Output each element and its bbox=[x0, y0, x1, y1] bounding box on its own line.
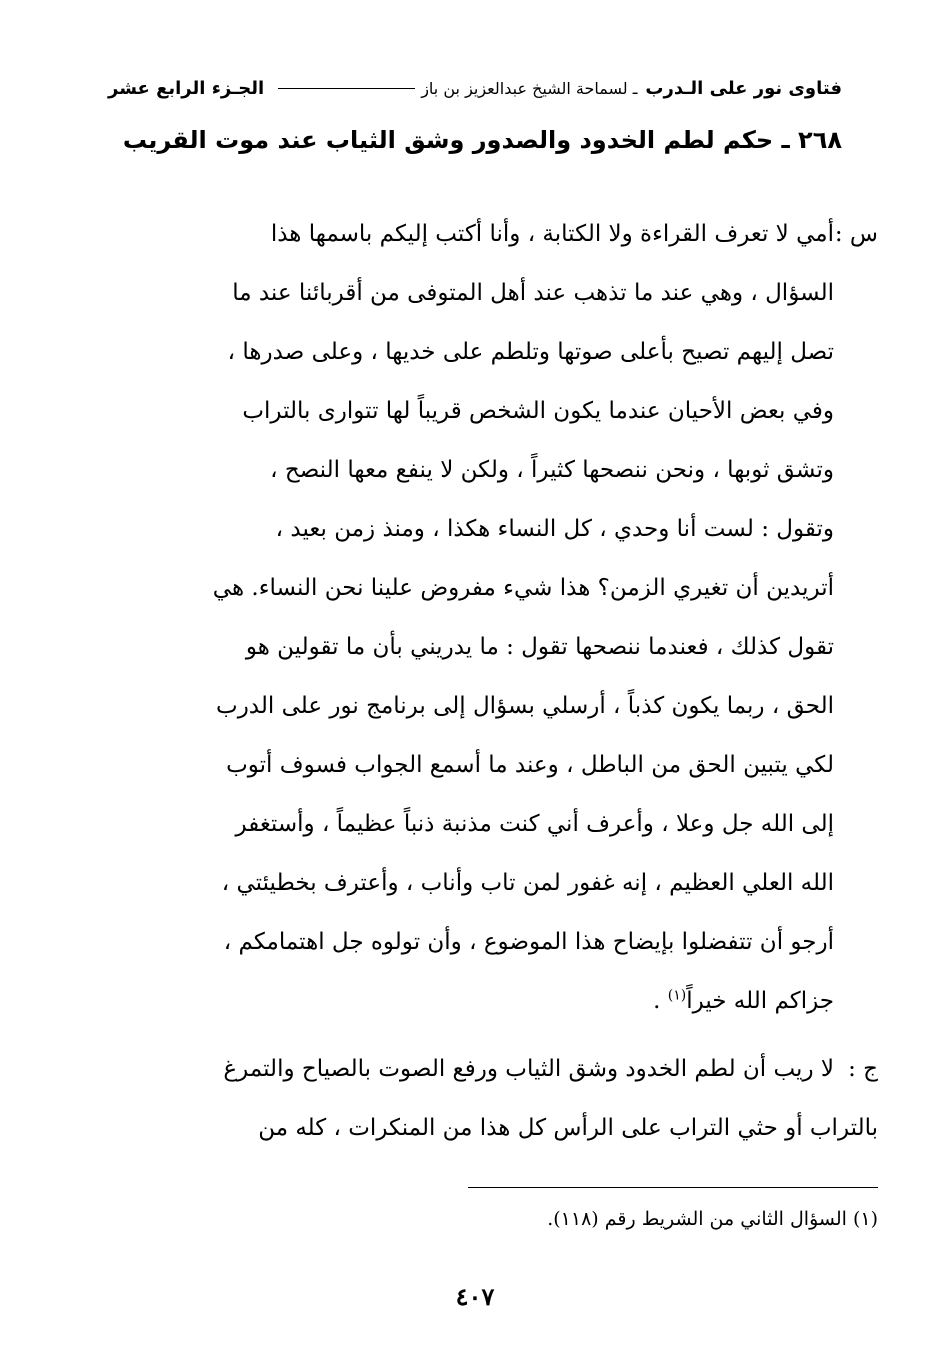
question-line: وفي بعض الأحيان عندما يكون الشخص قريباً لها تتوارى بالتراب bbox=[242, 398, 834, 424]
question-line: س :أمي لا تعرف القراءة ولا الكتابة ، وأنا أكتب إليكم باسمها هذا bbox=[108, 205, 878, 264]
question-line: تقول كذلك ، فعندما ننصحها تقول : ما يدريني بأن ما تقولين هو bbox=[245, 634, 834, 660]
question-line: جزاكم الله خيراً$^{(١)}$ . bbox=[653, 987, 834, 1014]
book-title: فتاوى نور على الـدرب bbox=[645, 78, 842, 99]
answer-line: ج :لا ريب أن لطم الخدود وشق الثياب ورفع الصوت بالصياح والتمرغ bbox=[108, 1040, 878, 1099]
question-line: الله العلي العظيم ، إنه غفور لمن تاب وأناب ، وأعترف بخطيئتي ، bbox=[221, 870, 834, 896]
question-marker: س : bbox=[834, 221, 878, 247]
running-header bbox=[108, 78, 842, 99]
question-block bbox=[108, 205, 878, 1031]
answer-line: بالتراب أو حثي التراب على الرأس كل هذا من المنكرات ، كله من bbox=[258, 1115, 878, 1141]
author-name: ـ لسماحة الشيخ عبدالعزيز بن باز bbox=[421, 79, 638, 98]
question-line: وتقول : لست أنا وحدي ، كل النساء هكذا ، ومنذ زمن بعيد ، bbox=[275, 516, 834, 542]
page-number: ٤٠٧ bbox=[455, 1282, 495, 1311]
question-line: إلى الله جل وعلا ، وأعرف أني كنت مذنبة ذنباً عظيماً ، وأستغفر bbox=[235, 811, 834, 837]
question-line: أرجو أن تتفضلوا بإيضاح هذا الموضوع ، وأن تولوه جل اهتمامكم ، bbox=[223, 929, 834, 955]
header-author-block bbox=[272, 79, 637, 98]
question-line: السؤال ، وهي عند ما تذهب عند أهل المتوفى من أقربائنا عند ما bbox=[232, 280, 834, 306]
section-title: ٢٦٨ ـ حكم لطم الخدود والصدور وشق الثياب عند موت القريب bbox=[122, 126, 842, 154]
footnote-reference[interactable]: (١) bbox=[667, 987, 687, 1004]
header-rule bbox=[278, 88, 415, 89]
answer-marker: ج : bbox=[848, 1056, 878, 1082]
question-line: أتريدين أن تغيري الزمن؟ هذا شيء مفروض علينا نحن النساء. هي bbox=[212, 575, 834, 601]
footnote: (١) السؤال الثاني من الشريط رقم (١١٨). bbox=[547, 1208, 878, 1230]
question-line: تصل إليهم تصيح بأعلى صوتها وتلطم على خديها ، وعلى صدرها ، bbox=[227, 339, 834, 365]
question-line: الحق ، ربما يكون كذباً ، أرسلي بسؤال إلى برنامج نور على الدرب bbox=[216, 693, 834, 719]
question-line: وتشق ثوبها ، ونحن ننصحها كثيراً ، ولكن لا ينفع معها النصح ، bbox=[270, 457, 834, 483]
footnote-divider bbox=[468, 1187, 878, 1188]
volume-label: الجـزء الرابع عشر bbox=[108, 78, 265, 99]
answer-block bbox=[108, 1040, 878, 1158]
question-line: لكي يتبين الحق من الباطل ، وعند ما أسمع الجواب فسوف أتوب bbox=[226, 752, 834, 778]
